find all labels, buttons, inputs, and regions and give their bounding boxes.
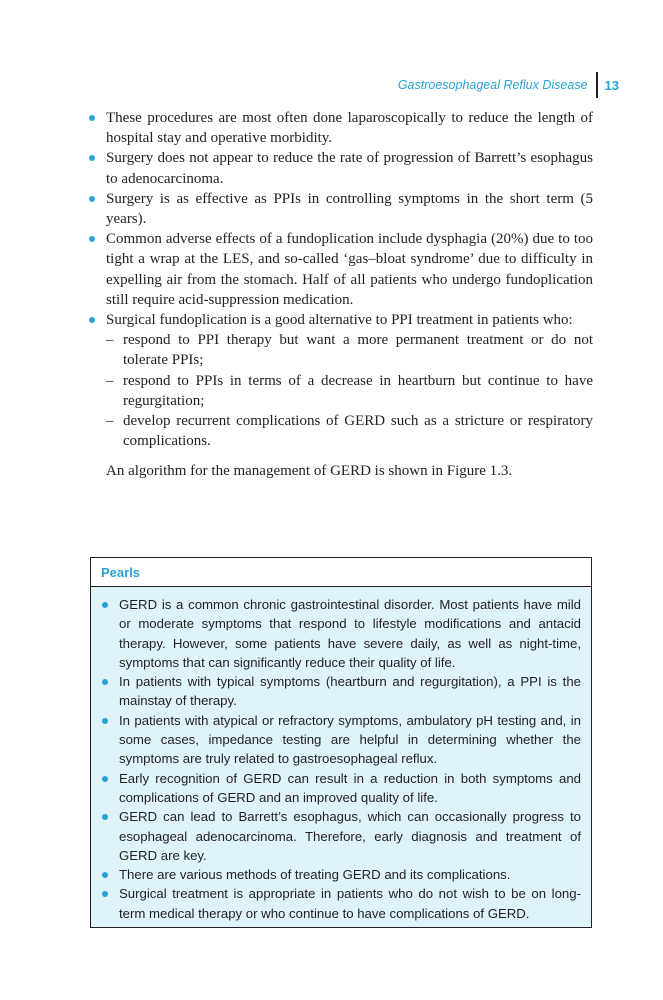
bullet-text: Surgical fundoplication is a good alternative to PPI treatment in patients who: bbox=[106, 312, 573, 329]
dash-icon: – bbox=[106, 332, 114, 349]
pearls-title: Pearls bbox=[91, 558, 591, 587]
bullet-text: These procedures are most often done laparoscopically to reduce the length of hospital stay and operative morbidity. bbox=[106, 110, 593, 147]
closing-paragraph: An algorithm for the management of GERD is shown in Figure 1.3. bbox=[106, 463, 513, 480]
bullet-item bbox=[88, 108, 593, 148]
bullet-icon bbox=[89, 317, 95, 323]
pearl-text: There are various methods of treating GERD and its complications. bbox=[119, 867, 511, 883]
pearl-text: In patients with atypical or refractory symptoms, ambulatory pH testing and, in some cases, impedance testing are helpful in determining whether the symptoms are truly related to gastroesophageal reflux. bbox=[119, 712, 581, 767]
bullet-icon bbox=[102, 602, 108, 608]
running-head bbox=[398, 72, 619, 98]
pearl-text: Surgical treatment is appropriate in patients who do not wish to be on long-term medical therapy or who continue to have complications of GERD. bbox=[119, 886, 581, 921]
bullet-item bbox=[88, 310, 593, 451]
dash-icon: – bbox=[106, 372, 114, 389]
pearl-item bbox=[101, 672, 581, 711]
pearl-text: GERD is a common chronic gastrointestinal disorder. Most patients have mild or moderate symptoms that respond to lifestyle modifications and antacid therapy. However, some patients have severe daily, as well as night-time, symptoms that can significantly reduce their quality of life. bbox=[119, 597, 581, 670]
pearl-item bbox=[101, 769, 581, 808]
bullet-icon bbox=[89, 155, 95, 161]
bullet-icon bbox=[102, 718, 108, 724]
pearls-box bbox=[90, 557, 592, 928]
bullet-icon bbox=[102, 814, 108, 820]
pearl-text: GERD can lead to Barrett’s esophagus, which can occasionally progress to esophageal adenocarcinoma. Therefore, early diagnosis and treatment of GERD are key. bbox=[119, 809, 581, 863]
pearl-item bbox=[101, 865, 581, 884]
pearls-list bbox=[91, 587, 591, 923]
bullet-icon bbox=[102, 679, 108, 685]
bullet-item bbox=[88, 189, 593, 229]
main-text bbox=[88, 108, 593, 482]
sub-list-text: respond to PPIs in terms of a decrease in heartburn but continue to have regurgitation; bbox=[123, 372, 593, 409]
bullet-icon bbox=[89, 196, 95, 202]
sub-list-item bbox=[106, 371, 593, 411]
bullet-icon bbox=[102, 891, 108, 897]
pearl-text: In patients with typical symptoms (heartburn and regurgitation), a PPI is the mainstay of therapy. bbox=[119, 674, 581, 709]
bullet-text: Surgery does not appear to reduce the rate of progression of Barrett’s esophagus to adenocarcinoma. bbox=[106, 150, 593, 187]
sub-list-text: respond to PPI therapy but want a more permanent treatment or do not tolerate PPIs; bbox=[123, 332, 593, 369]
running-head-title: Gastroesophageal Reflux Disease bbox=[397, 78, 588, 92]
bullet-icon bbox=[102, 872, 108, 878]
pearl-item bbox=[101, 595, 581, 672]
bullet-list bbox=[88, 108, 593, 451]
pearl-item bbox=[101, 884, 581, 923]
page-number: 13 bbox=[604, 77, 619, 93]
bullet-icon bbox=[89, 236, 95, 242]
sub-list-item bbox=[106, 330, 593, 370]
dash-icon: – bbox=[106, 413, 114, 430]
pearl-item bbox=[101, 807, 581, 865]
sub-list bbox=[106, 330, 593, 451]
bullet-icon bbox=[89, 115, 95, 121]
running-head-divider bbox=[596, 72, 598, 98]
bullet-icon bbox=[102, 776, 108, 782]
bullet-text: Common adverse effects of a fundoplication include dysphagia (20%) due to too tight a wrap at the LES, and so-called ‘gas–bloat syndrome’ due to difficulty in expelling air from the stomach. Half of all patients who undergo fundoplication still require acid-suppression medication. bbox=[106, 231, 593, 308]
pearl-text: Early recognition of GERD can result in a reduction in both symptoms and complications of GERD and an improved quality of life. bbox=[119, 770, 581, 805]
sub-list-item bbox=[106, 411, 593, 451]
bullet-text: Surgery is as effective as PPIs in controlling symptoms in the short term (5 years). bbox=[106, 190, 593, 228]
bullet-item bbox=[88, 229, 593, 310]
bullet-item bbox=[88, 148, 593, 188]
pearl-item bbox=[101, 711, 581, 769]
sub-list-text: develop recurrent complications of GERD such as a stricture or respiratory complications. bbox=[123, 413, 593, 450]
